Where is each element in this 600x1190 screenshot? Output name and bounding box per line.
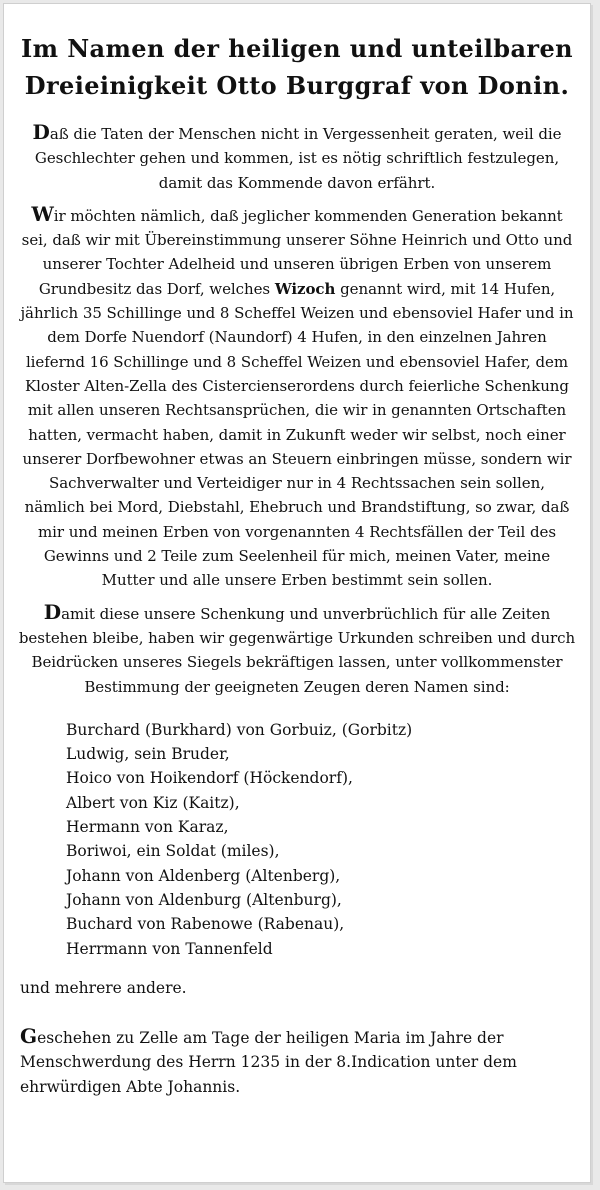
witness-item: Johann von Aldenberg (Altenberg), <box>66 866 341 885</box>
document-page <box>3 3 591 1183</box>
witness-list-tail: und mehrere andere. <box>20 978 187 997</box>
paragraph-closing <box>20 1024 576 1100</box>
title-line-2: Dreieinigkeit Otto Burggraf von Donin. <box>24 71 570 100</box>
witness-list <box>66 718 590 961</box>
witness-item: Buchard von Rabenowe (Rabenau), <box>66 915 345 934</box>
witness-item: Hermann von Karaz, <box>66 818 229 837</box>
paragraph-text-before: ir möchten nämlich, daß jeglicher kommenden Generation bekannt sei, daß wir mit Übereinstimmung unserer Söhne Heinrich und Otto und unserer Tochter Adelheid und unseren übrigen Erben von unserem Grundbesitz das Dorf, welches <box>21 206 573 298</box>
paragraph-confirmation <box>18 600 576 699</box>
witness-item: Albert von Kiz (Kaitz), <box>66 793 240 812</box>
witness-item: Ludwig, sein Bruder, <box>66 745 230 764</box>
witness-item: Johann von Aldenburg (Altenburg), <box>66 890 342 909</box>
witness-item: Boriwoi, ein Soldat (miles), <box>66 842 280 861</box>
paragraph-donation <box>18 202 576 593</box>
witness-item: Hoico von Hoikendorf (Höckendorf), <box>66 769 353 788</box>
initial-letter: G <box>20 1023 38 1048</box>
initial-letter: D <box>32 120 50 144</box>
paragraph-text: aß die Taten der Menschen nicht in Vergessenheit geraten, weil die Geschlechter gehen und kommen, ist es nötig schriftlich festzulegen, damit das Kommende davon erfährt. <box>34 125 562 192</box>
initial-letter: W <box>31 201 54 226</box>
initial-letter: D <box>43 599 62 624</box>
witness-item: Herrmann von Tannenfeld <box>66 939 273 958</box>
title-line-1: Im Namen der heiligen und unteilbaren <box>21 34 573 63</box>
paragraph-text: amit diese unsere Schenkung und unverbrüchlich für alle Zeiten bestehen bleibe, haben wir gegenwärtige Urkunden schreiben und durch Beidrücken unseres Siegels bekräftigen lassen, unter vollkommenster Bestimmung der geeigneten Zeugen deren Namen sind: <box>18 604 576 696</box>
document-title <box>16 30 578 104</box>
witness-item: Burchard (Burkhard) von Gorbuiz, (Gorbitz) <box>66 720 413 739</box>
village-name-emphasis: Wizoch <box>274 279 336 298</box>
paragraph-text: eschehen zu Zelle am Tage der heiligen Maria im Jahre der Menschwerdung des Herrn 1235 in der 8.Indication unter dem ehrwürdigen Abte Johannis. <box>20 1028 517 1096</box>
paragraph-intro <box>18 120 576 195</box>
paragraph-text-after: genannt wird, mit 14 Hufen, jährlich 35 Schillinge und 8 Scheffel Weizen und ebensoviel Hafer und in dem Dorfe Nuendorf (Naundorf) 4 Hufen, in den einzelnen Jahren liefernd 16 Schillinge und 8 Scheffel Weizen und ebensoviel Hafer, dem Kloster Alten-Zella des Cistercienserordens durch feierliche Schenkung mit allen unseren Rechtsansprüchen, die wir in genannten Ortschaften hatten, vermacht haben, damit in Zukunft weder wir selbst, noch einer unserer Dorfbewohner etwas an Steuern einbringen müsse, sondern wir Sachverwalter und Verteidiger nur in 4 Rechtssachen sein sollen, nämlich bei Mord, Diebstahl, Ehebruch und Brandstiftung, so zwar, daß mir und meinen Erben von vorgenannten 4 Rechtsfällen der Teil des Gewinns und 2 Teile zum Seelenheil für mich, meinen Vater, meine Mutter und alle unsere Erben bestimmt sein sollen. <box>20 279 574 590</box>
